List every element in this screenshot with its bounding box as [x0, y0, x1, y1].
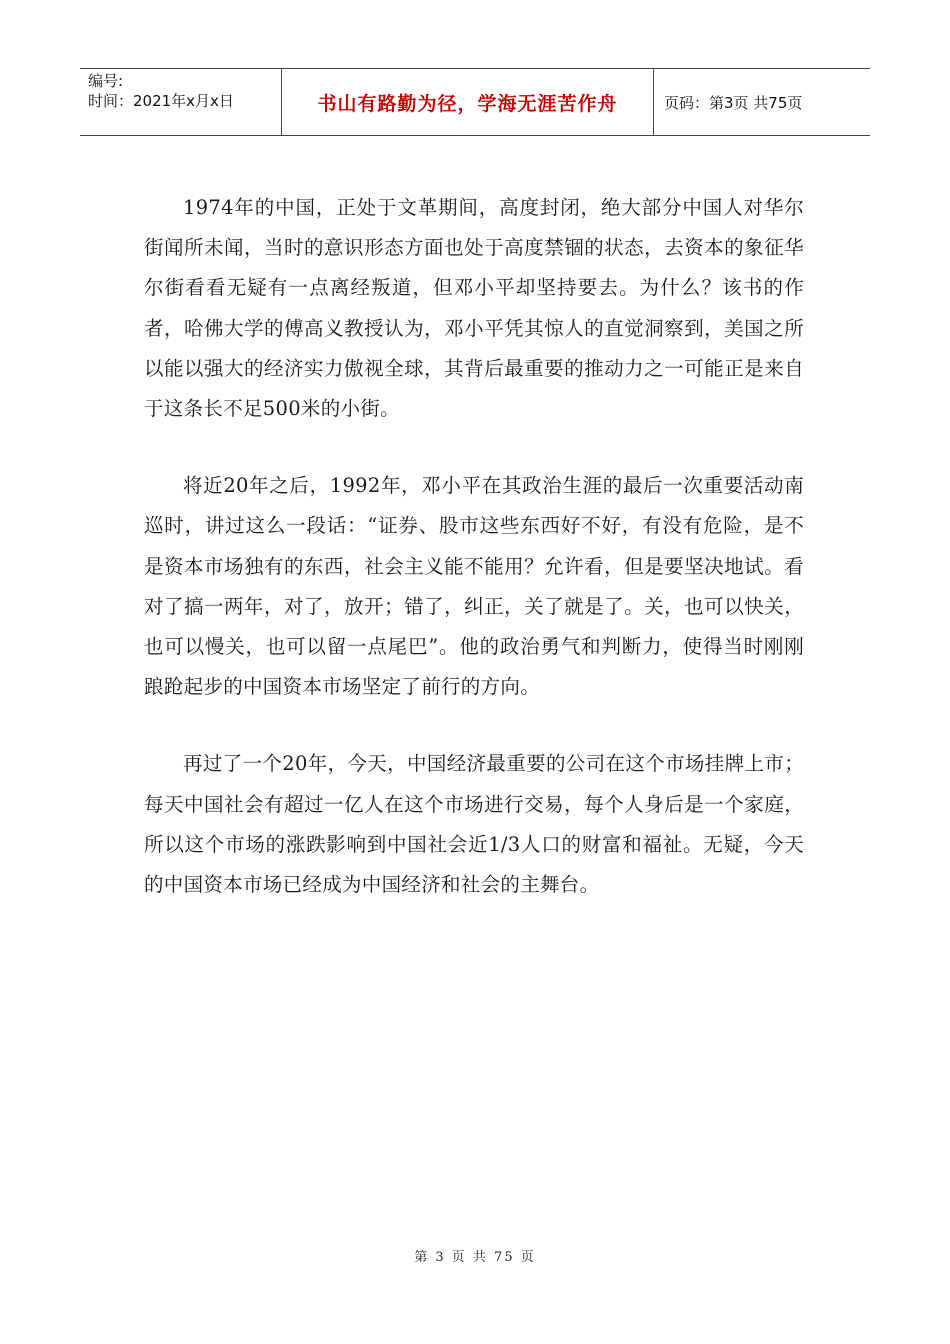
serial-number-label: 编号:	[88, 72, 124, 90]
header-motto-cell	[282, 69, 654, 135]
paragraph: 将近20年之后，1992年，邓小平在其政治生涯的最后一次重要活动南巡时，讲过这么一段话：“证券、股市这些东西好不好，有没有危险，是不是资本市场独有的东西，社会主义能不能用？允许看，但是要坚决地试。看对了搞一两年，对了，放开；错了，纠正，关了就是了。关，也可以快关，也可以慢关，也可以留一点尾巴”。他的政治勇气和判断力，使得当时刚刚踉跄起步的中国资本市场坚定了前行的方向。	[144, 474, 804, 699]
date-label: 时间：2021年x月x日	[88, 92, 234, 110]
header-page-info: 页码：第3页 共75页	[664, 93, 803, 112]
paragraph: 1974年的中国，正处于文革期间，高度封闭，绝大部分中国人对华尔街闻所未闻，当时的意识形态方面也处于高度禁锢的状态，去资本的象征华尔街看看无疑有一点离经叛道，但邓小平却坚持要去。为什么？该书的作者，哈佛大学的傅高义教授认为，邓小平凭其惊人的直觉洞察到，美国之所以能以强大的经济实力傲视全球，其背后最重要的推动力之一可能正是来自于这条长不足500米的小街。	[144, 196, 804, 421]
page-header	[80, 68, 870, 136]
header-motto: 书山有路勤为径，学海无涯苦作舟	[317, 92, 618, 115]
paragraph: 再过了一个20年，今天，中国经济最重要的公司在这个市场挂牌上市；每天中国社会有超过一亿人在这个市场进行交易，每个人身后是一个家庭，所以这个市场的涨跌影响到中国社会近1/3人口的财富和福祉。无疑，今天的中国资本市场已经成为中国经济和社会的主舞台。	[144, 752, 804, 897]
header-page-cell	[654, 69, 870, 135]
document-body	[144, 188, 804, 942]
page-footer: 第 3 页 共 75 页	[414, 1250, 536, 1265]
header-meta-cell	[80, 69, 282, 135]
